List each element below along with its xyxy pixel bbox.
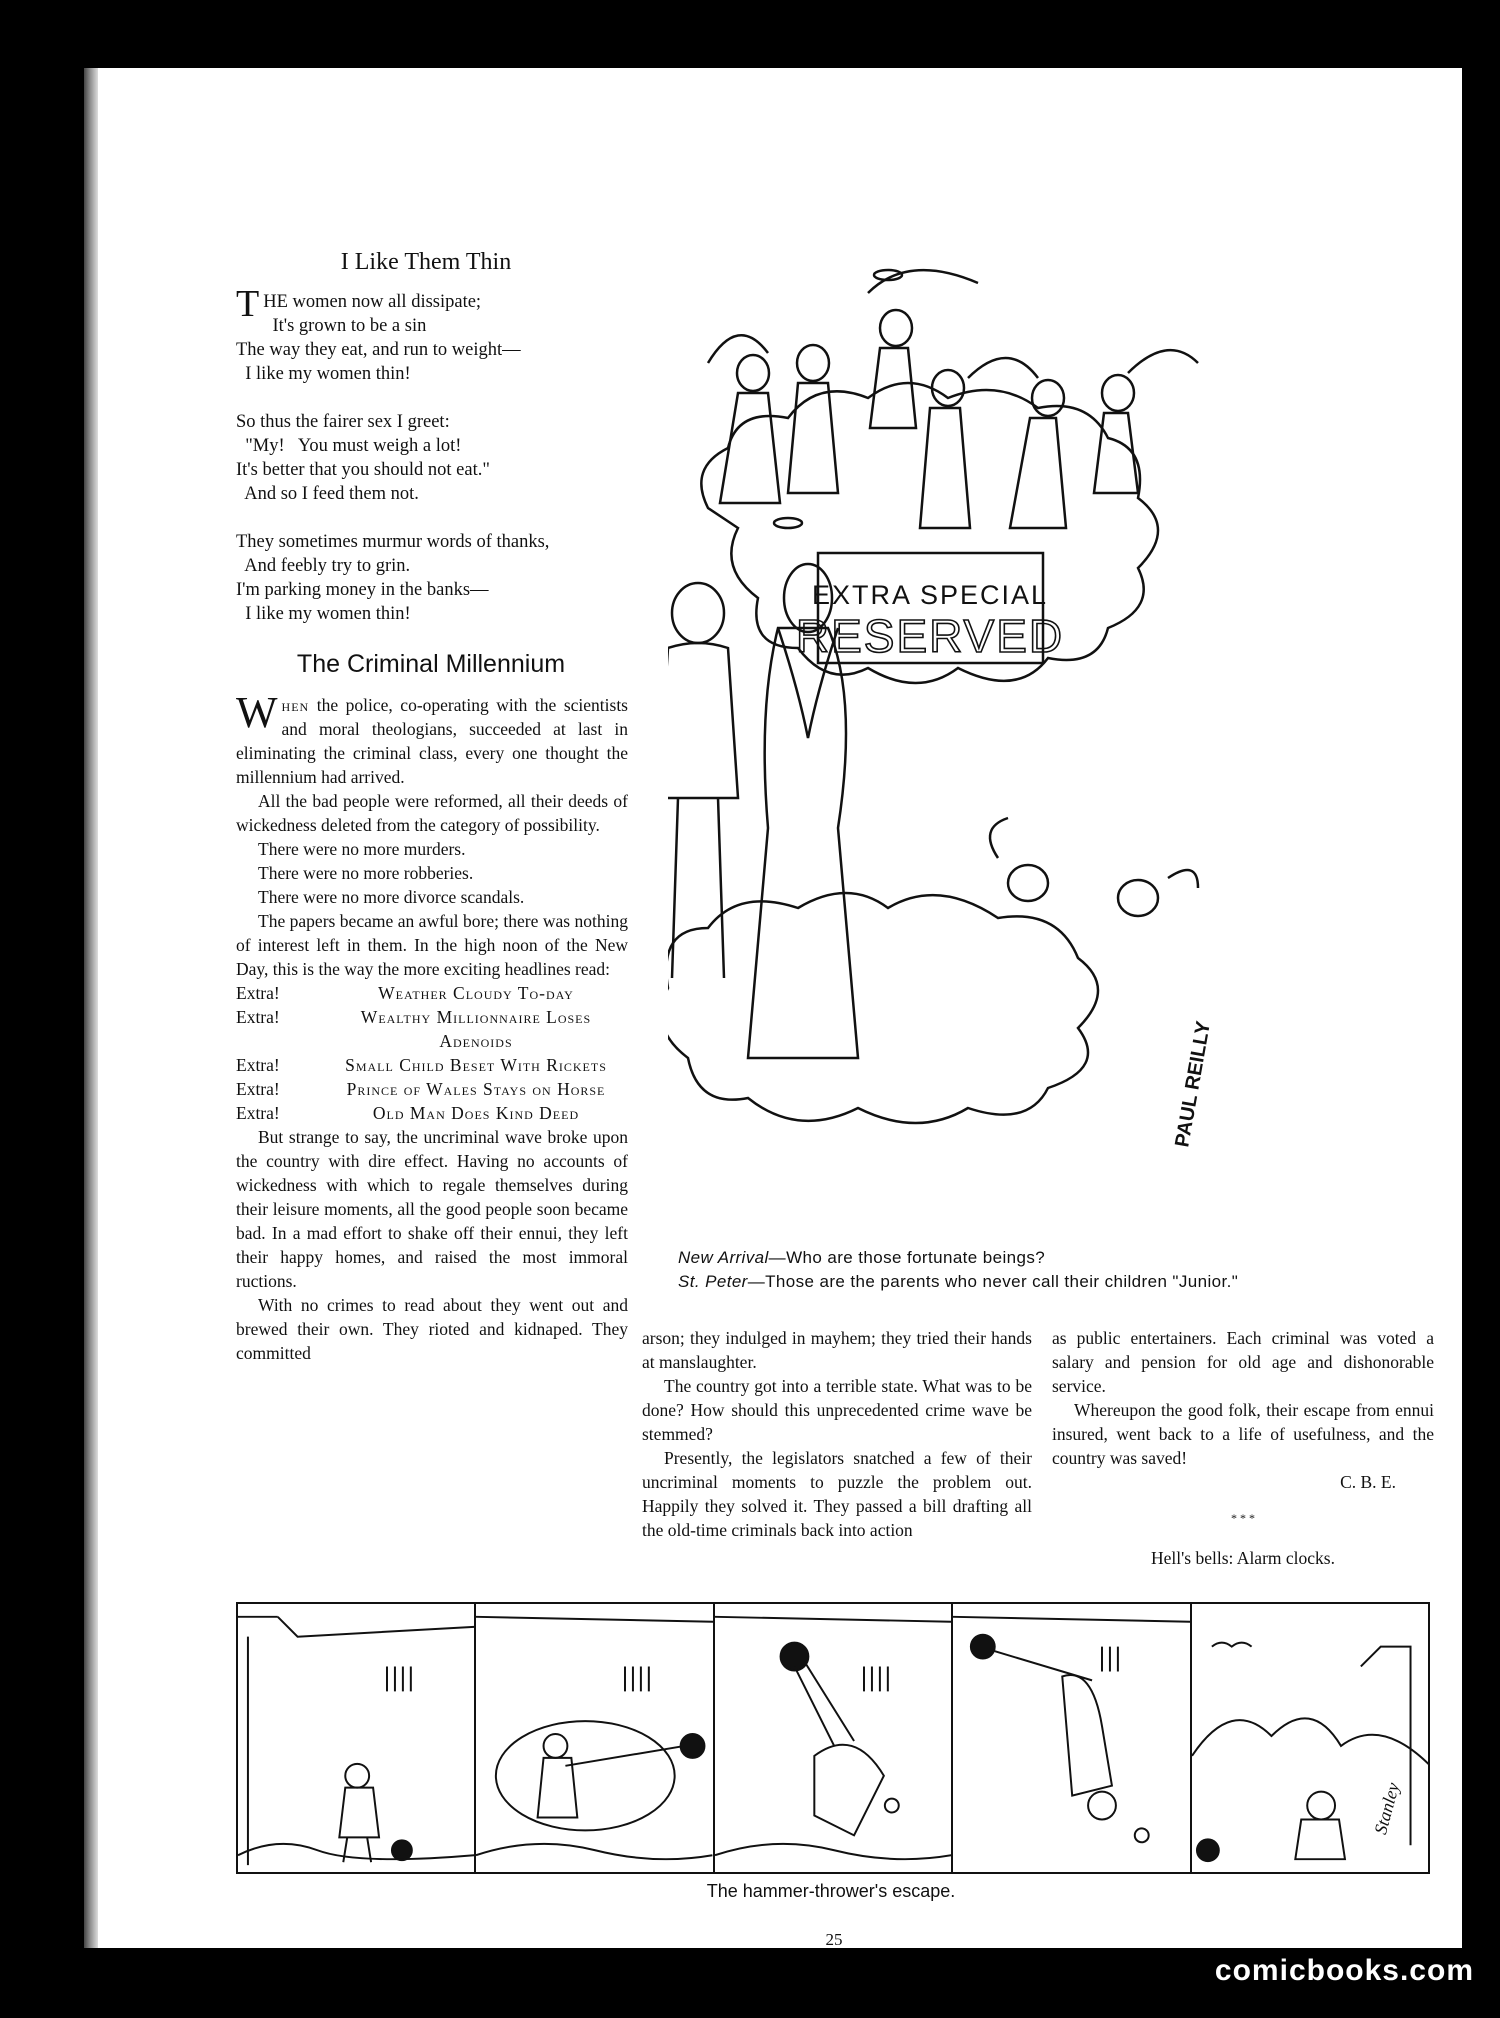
- poem-line: I like my women thin!: [236, 364, 411, 384]
- headline-text: Weather Cloudy To-day: [378, 983, 574, 1003]
- article-opening: When the police, co-operating with the scientists and moral theologians, succeeded at last in eliminating the criminal class, every one thought the millennium had arrived.: [236, 688, 628, 787]
- headline-extra-label: Extra!: [236, 1055, 280, 1075]
- poem-line: And feebly try to grin.: [236, 556, 411, 576]
- headline-text: Prince of Wales Stays on Horse: [346, 1079, 606, 1099]
- strip-panel-4: [953, 1604, 1191, 1872]
- article-title: The Criminal Millennium: [296, 650, 566, 678]
- joke-line: Hell's bells: Alarm clocks.: [1151, 1548, 1335, 1568]
- headline-extra-label: Extra!: [236, 983, 280, 1003]
- article-paragraph: There were no more robberies.: [258, 863, 474, 883]
- headline-item: [236, 981, 628, 1005]
- poem-line: I'm parking money in the banks—: [236, 580, 489, 600]
- article-paragraph: arson; they indulged in mayhem; they tried their hands at manslaughter.: [642, 1328, 1032, 1372]
- headline-item: [236, 1053, 628, 1077]
- strip-panel-1: [238, 1604, 476, 1872]
- poem-line: So thus the fairer sex I greet:: [236, 412, 450, 432]
- strip-panel-2: [476, 1604, 714, 1872]
- article-paragraph: Presently, the legislators snatched a few of their uncriminal moments to puzzle the problem out. Happily they solved it. They passed a bill drafting all the old-time criminals back into action: [642, 1448, 1032, 1540]
- article-paragraph: All the bad people were reformed, all their deeds of wickedness deleted from the category of possibility.: [236, 791, 628, 835]
- poem-line: And so I feed them not.: [236, 484, 419, 504]
- poem-stanza: [236, 283, 636, 386]
- headline-item: [236, 1101, 628, 1125]
- poem-drop-cap: T: [236, 283, 260, 325]
- artist-signature: PAUL REILLY: [1171, 1019, 1216, 1149]
- headline-text: Small Child Beset With Rickets: [345, 1055, 607, 1075]
- headline-extra-label: Extra!: [236, 1007, 280, 1027]
- headline-extra-label: Extra!: [236, 1079, 280, 1099]
- page-spine: [84, 68, 98, 1948]
- watermark: comicbooks.com: [1214, 1954, 1474, 1987]
- strip-panel-5: [1192, 1604, 1428, 1872]
- article-column-2: [642, 1326, 1032, 1542]
- poem-line: It's grown to be a sin: [263, 316, 427, 336]
- headline-text: Old Man Does Kind Deed: [372, 1103, 580, 1123]
- caption-line-1: New Arrival—Who are those fortunate beings?: [678, 1248, 1046, 1267]
- drop-cap: W: [236, 688, 278, 737]
- sign-line-1: EXTRA SPECIAL: [811, 580, 1049, 610]
- separator-stars: * * *: [1231, 1511, 1255, 1525]
- poem-line: They sometimes murmur words of thanks,: [236, 532, 550, 552]
- article-paragraph: Whereupon the good folk, their escape from ennui insured, went back to a life of usefulness, and the country was saved!: [1052, 1400, 1434, 1468]
- signature: C. B. E.: [1340, 1472, 1396, 1492]
- heaven-cartoon: [668, 268, 1288, 1238]
- poem-line: I like my women thin!: [236, 604, 411, 624]
- article-paragraph: There were no more murders.: [258, 839, 466, 859]
- poem-stanza: [236, 530, 636, 626]
- headline-item: [236, 1005, 628, 1053]
- comic-strip: [236, 1602, 1430, 1874]
- poem-body: [236, 283, 636, 650]
- strip-panel-3: [715, 1604, 953, 1872]
- poem-line: HE women now all dissipate;: [263, 292, 482, 312]
- poem-stanza: [236, 410, 636, 506]
- strip-caption: The hammer-thrower's escape.: [706, 1881, 956, 1901]
- headline-list: [236, 981, 628, 1125]
- poem-line: It's better that you should not eat.": [236, 460, 490, 480]
- caption-line-2: St. Peter—Those are the parents who never call their children "Junior.": [678, 1272, 1239, 1291]
- article-column-1: [236, 688, 628, 1365]
- page-number: 25: [825, 1930, 843, 1949]
- headline-text: Wealthy Millionnaire Loses Adenoids: [360, 1007, 592, 1051]
- article-paragraph: But strange to say, the uncriminal wave broke upon the country with dire effect. Having no accounts of wickedness with which to regale themselves during their leisure moments, all the good people soon became bad. In a mad effort to shake off their ennui, they left their happy homes, and raised the most immoral ructions.: [236, 1127, 628, 1291]
- magazine-page: [84, 68, 1462, 1948]
- article-paragraph: With no crimes to read about they went out and brewed their own. They rioted and kidnaped. They committed: [236, 1295, 628, 1363]
- article-paragraph: The papers became an awful bore; there was nothing of interest left in them. In the high noon of the New Day, this is the way the more exciting headlines read:: [236, 911, 628, 979]
- sign-line-2: RESERVED: [795, 610, 1065, 662]
- poem-title: I Like Them Thin: [340, 249, 512, 275]
- headline-item: [236, 1077, 628, 1101]
- article-paragraph: The country got into a terrible state. What was to be done? How should this unprecedented crime wave be stemmed?: [642, 1376, 1032, 1444]
- article-paragraph: as public entertainers. Each criminal was voted a salary and pension for old age and dishonorable service.: [1052, 1328, 1434, 1396]
- poem-line: The way they eat, and run to weight—: [236, 340, 521, 360]
- cartoon-caption: [678, 1246, 1438, 1294]
- article-paragraph: There were no more divorce scandals.: [258, 887, 525, 907]
- headline-extra-label: Extra!: [236, 1103, 280, 1123]
- poem-line: "My! You must weigh a lot!: [236, 436, 462, 456]
- article-column-3: [1052, 1326, 1434, 1570]
- strip-artist-signature: Stanley: [1369, 1780, 1403, 1837]
